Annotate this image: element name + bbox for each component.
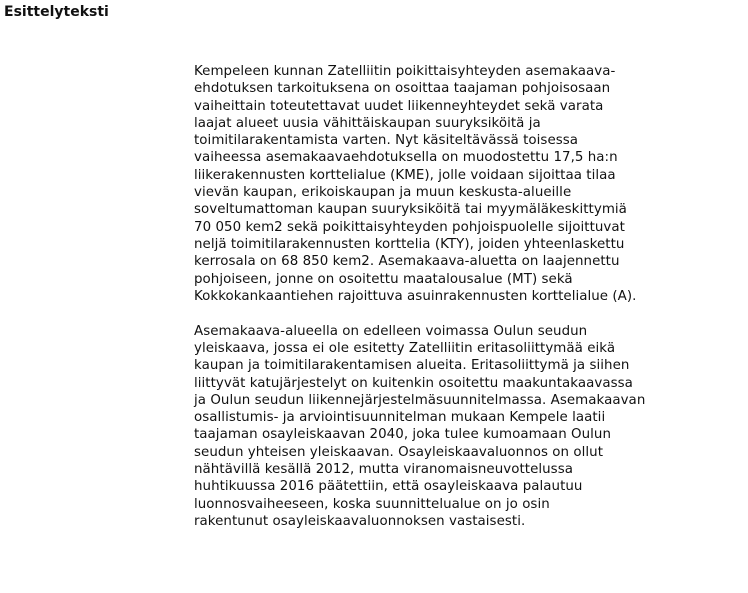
text-line: luonnosvaiheeseen, koska suunnittelualue on jo osin bbox=[194, 496, 550, 512]
text-line: ja Oulun seudun liikennejärjestelmäsuunnitelmassa. Asemakaavan bbox=[194, 392, 646, 408]
paragraph-1 bbox=[194, 63, 742, 305]
text-line: pohjoiseen, jonne on osoitettu maatalousalue (MT) sekä bbox=[194, 271, 573, 287]
paragraph-2 bbox=[194, 323, 742, 531]
text-line: vaiheittain toteutettavat uudet liikenneyhteydet sekä varata bbox=[194, 98, 604, 114]
text-line: osallistumis- ja arviointisuunnitelman mukaan Kempele laatii bbox=[194, 410, 606, 426]
text-line: toimitilarakentamista varten. Nyt käsiteltävässä toisessa bbox=[194, 133, 579, 149]
text-line: taajaman osayleiskaavan 2040, joka tulee kumoamaan Oulun bbox=[194, 427, 612, 443]
text-line: ehdotuksen tarkoituksena on osoittaa taajaman pohjoisosaan bbox=[194, 81, 611, 97]
text-line: nähtävillä kesällä 2012, mutta viranomaisneuvottelussa bbox=[194, 462, 573, 478]
text-line: Kempeleen kunnan Zatelliitin poikittaisyhteyden asemakaava- bbox=[194, 64, 616, 79]
text-line: laajat alueet uusia vähittäiskaupan suuryksiköitä ja bbox=[194, 115, 541, 131]
text-line: huhtikuussa 2016 päätettiin, että osayleiskaava palautuu bbox=[194, 479, 583, 495]
text-line: Asemakaava-alueella on edelleen voimassa Oulun seudun bbox=[194, 323, 588, 339]
body-text bbox=[194, 63, 742, 530]
text-line: kaupan ja toimitilarakentamisen alueita. Eritasoliittymä ja siihen bbox=[194, 358, 630, 374]
text-line: neljä toimitilarakennusten korttelia (KTY), joiden yhteenlaskettu bbox=[194, 236, 625, 252]
section-heading: Esittelyteksti bbox=[4, 4, 109, 20]
text-line: yleiskaava, jossa ei ole esitetty Zatelliitin eritasoliittymää eikä bbox=[194, 340, 616, 356]
text-line: 70 050 kem2 sekä poikittaisyhteyden pohjoispuolelle sijoittuvat bbox=[194, 219, 625, 235]
text-line: liikerakennusten korttelialue (KME), jolle voidaan sijoittaa tilaa bbox=[194, 167, 616, 183]
text-line: soveltumattoman kaupan suuryksiköitä tai myymäläkeskittymiä bbox=[194, 202, 627, 218]
text-line: Kokkokankaantiehen rajoittuva asuinrakennusten korttelialue (A). bbox=[194, 288, 637, 304]
text-line: seudun yhteisen yleiskaavan. Osayleiskaavaluonnos on ollut bbox=[194, 444, 604, 460]
text-line: rakentunut osayleiskaavaluonnoksen vastaisesti. bbox=[194, 513, 526, 529]
text-line: vaiheessa asemakaavaehdotuksella on muodostettu 17,5 ha:n bbox=[194, 150, 618, 166]
text-line: vievän kaupan, erikoiskaupan ja muun keskusta-alueille bbox=[194, 185, 572, 201]
text-line: liittyvät katujärjestelyt on kuitenkin osoitettu maakuntakaavassa bbox=[194, 375, 633, 391]
text-line: kerrosala on 68 850 kem2. Asemakaava-aluetta on laajennettu bbox=[194, 254, 620, 270]
